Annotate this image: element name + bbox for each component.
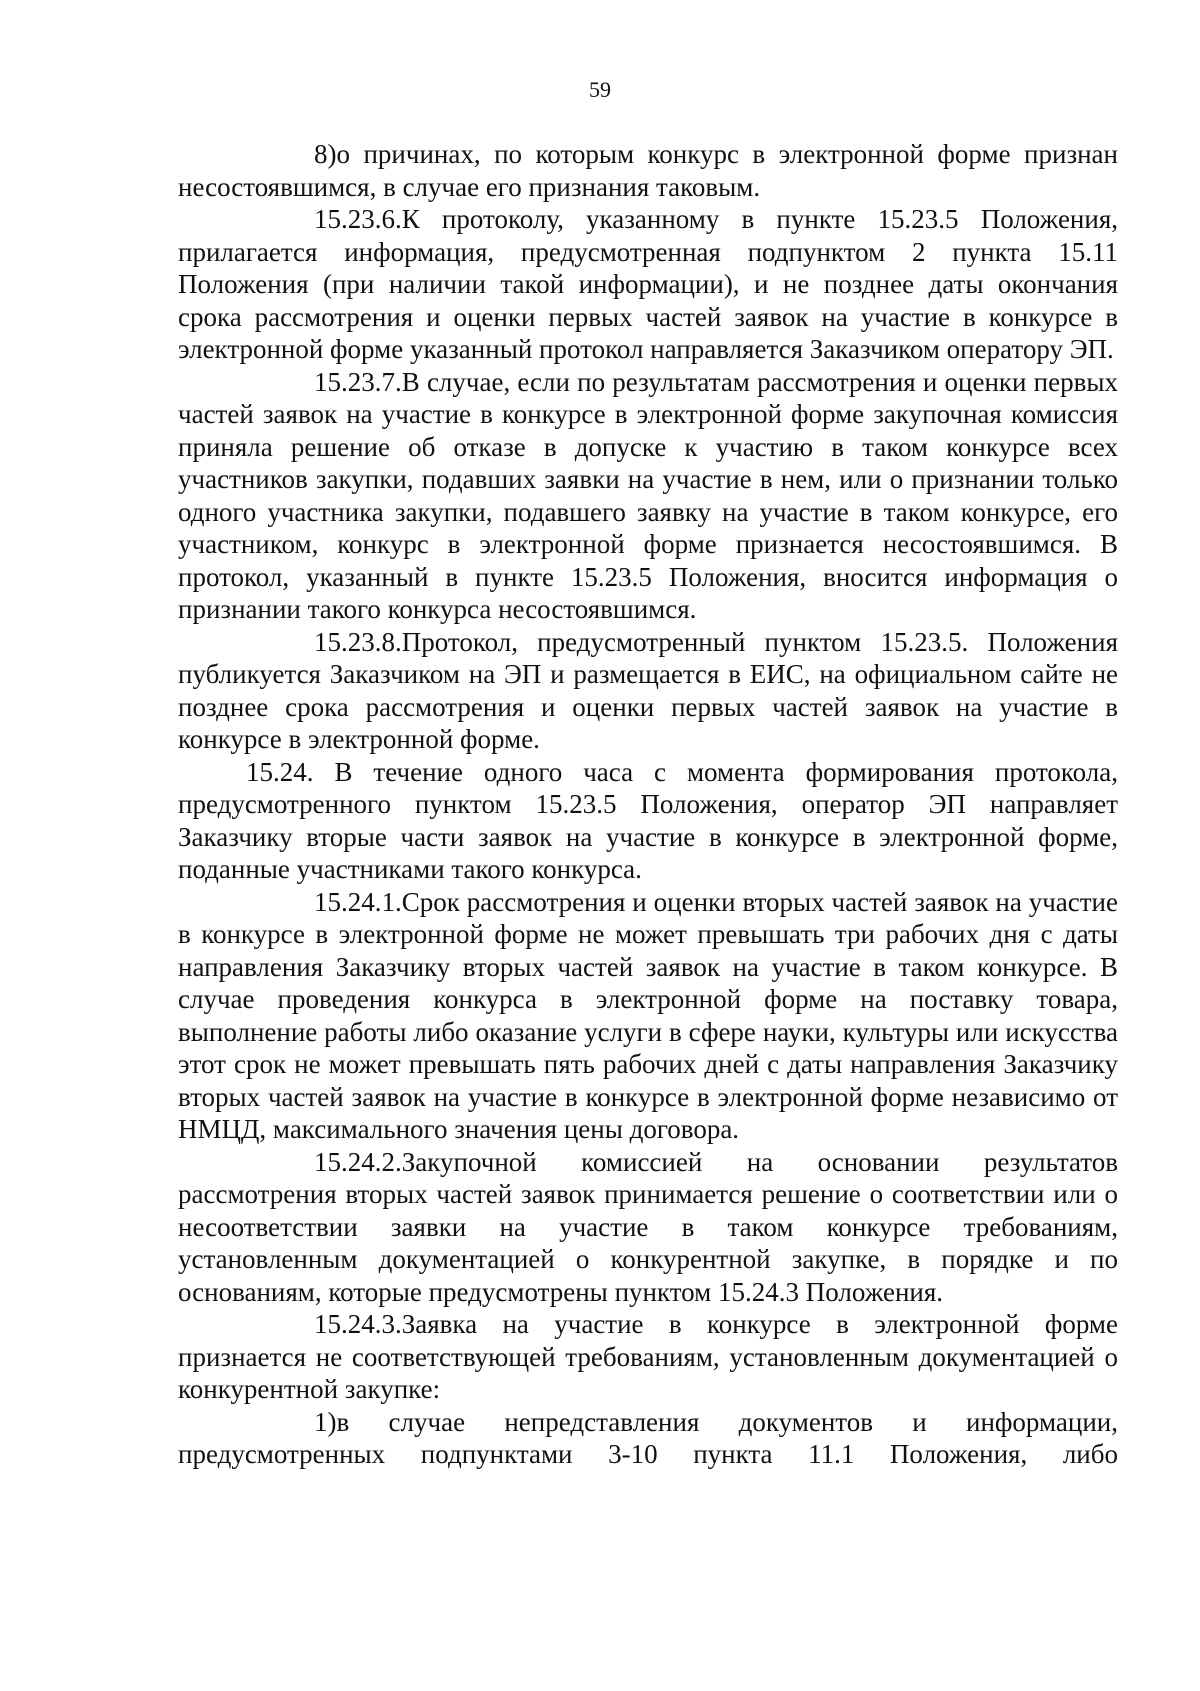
paragraph-number: 15.24.2.: [314, 1146, 402, 1177]
paragraph-15-23-7: [178, 366, 1118, 626]
paragraph-15-23-8: [178, 626, 1118, 756]
paragraph-15-24: [178, 756, 1118, 886]
paragraph-text: о причинах, по которым конкурс в электронной форме признан несостоявшимся, в случае его признания таковым.: [178, 139, 1118, 202]
paragraph-number: 15.23.8.: [314, 626, 402, 657]
paragraph-text: 15.24. В течение одного часа с момента формирования протокола, предусмотренного пунктом 15.23.5 Положения, оператор ЭП направляет Заказчику вторые части заявок на участие в конкурсе в электронной форме, поданные участниками такого конкурса.: [178, 756, 1118, 884]
paragraph-number: 1): [314, 1406, 337, 1437]
paragraph-text: Закупочной комиссией на основании результатов рассмотрения вторых частей заявок принимается решение о соответствии или о несоответствии заявки на участие в таком конкурсе требованиям, установленным документацией о конкурентной закупке, в порядке и по основаниям, которые предусмотрены пунктом 15.24.3 Положения.: [178, 1146, 1118, 1307]
paragraph-text: в случае непредставления документов и информации, предусмотренных подпунктами 3-10 пункта 11.1 Положения, либо: [178, 1406, 1118, 1469]
paragraph-number: 15.24.1.: [314, 886, 402, 917]
paragraph-15-24-3: [178, 1308, 1118, 1406]
paragraph-text: Протокол, предусмотренный пунктом 15.23.5. Положения публикуется Заказчиком на ЭП и размещается в ЕИС, на официальном сайте не позднее срока рассмотрения и оценки первых частей заявок на участие в конкурсе в электронной форме.: [178, 626, 1118, 754]
paragraph-number: 8): [314, 139, 337, 169]
paragraph-item-1: [178, 1406, 1118, 1471]
paragraph-15-23-6: [178, 203, 1118, 366]
paragraph-15-24-2: [178, 1146, 1118, 1309]
paragraph-text: В случае, если по результатам рассмотрения и оценки первых частей заявок на участие в конкурсе в электронной форме закупочная комиссия приняла решение об отказе в допуске к участию в таком конкурсе всех участников закупки, подавших заявки на участие в нем, или о признании только одного участника закупки, подавшего заявку на участие в таком конкурсе, его участником, конкурс в электронной форме признается несостоявшимся. В протокол, указанный в пункте 15.23.5 Положения, вносится информация о признании такого конкурса несостоявшимся.: [178, 366, 1118, 624]
page-number: 59: [589, 77, 611, 102]
paragraph-text: Заявка на участие в конкурсе в электронной форме признается не соответствующей требованиям, установленным документацией о конкурентной закупке:: [178, 1309, 1118, 1404]
paragraph-number: 15.24.3.: [314, 1309, 402, 1339]
paragraph-number: 15.23.6.: [314, 204, 402, 234]
paragraph-text: К протоколу, указанному в пункте 15.23.5 Положения, прилагается информация, предусмотренная подпунктом 2 пункта 15.11 Положения (при наличии такой информации), и не позднее даты окончания срока рассмотрения и оценки первых частей заявок на участие в конкурсе в электронной форме указанный протокол направляется Заказчиком оператору ЭП.: [178, 204, 1118, 364]
paragraph-text: Срок рассмотрения и оценки вторых частей заявок на участие в конкурсе в электронной форме не может превышать три рабочих дня с даты направления Заказчику вторых частей заявок на участие в таком конкурсе. В случае проведения конкурса в электронной форме на поставку товара, выполнение работы либо оказание услуги в сфере науки, культуры или искусства этот срок не может превышать пять рабочих дней с даты направления Заказчику вторых частей заявок на участие в конкурсе в электронной форме независимо от НМЦД, максимального значения цены договора.: [178, 886, 1118, 1144]
document-body: [178, 138, 1118, 1471]
paragraph-number: 15.23.7.: [314, 366, 402, 397]
paragraph-15-24-1: [178, 886, 1118, 1146]
paragraph-item-8: [178, 138, 1118, 203]
